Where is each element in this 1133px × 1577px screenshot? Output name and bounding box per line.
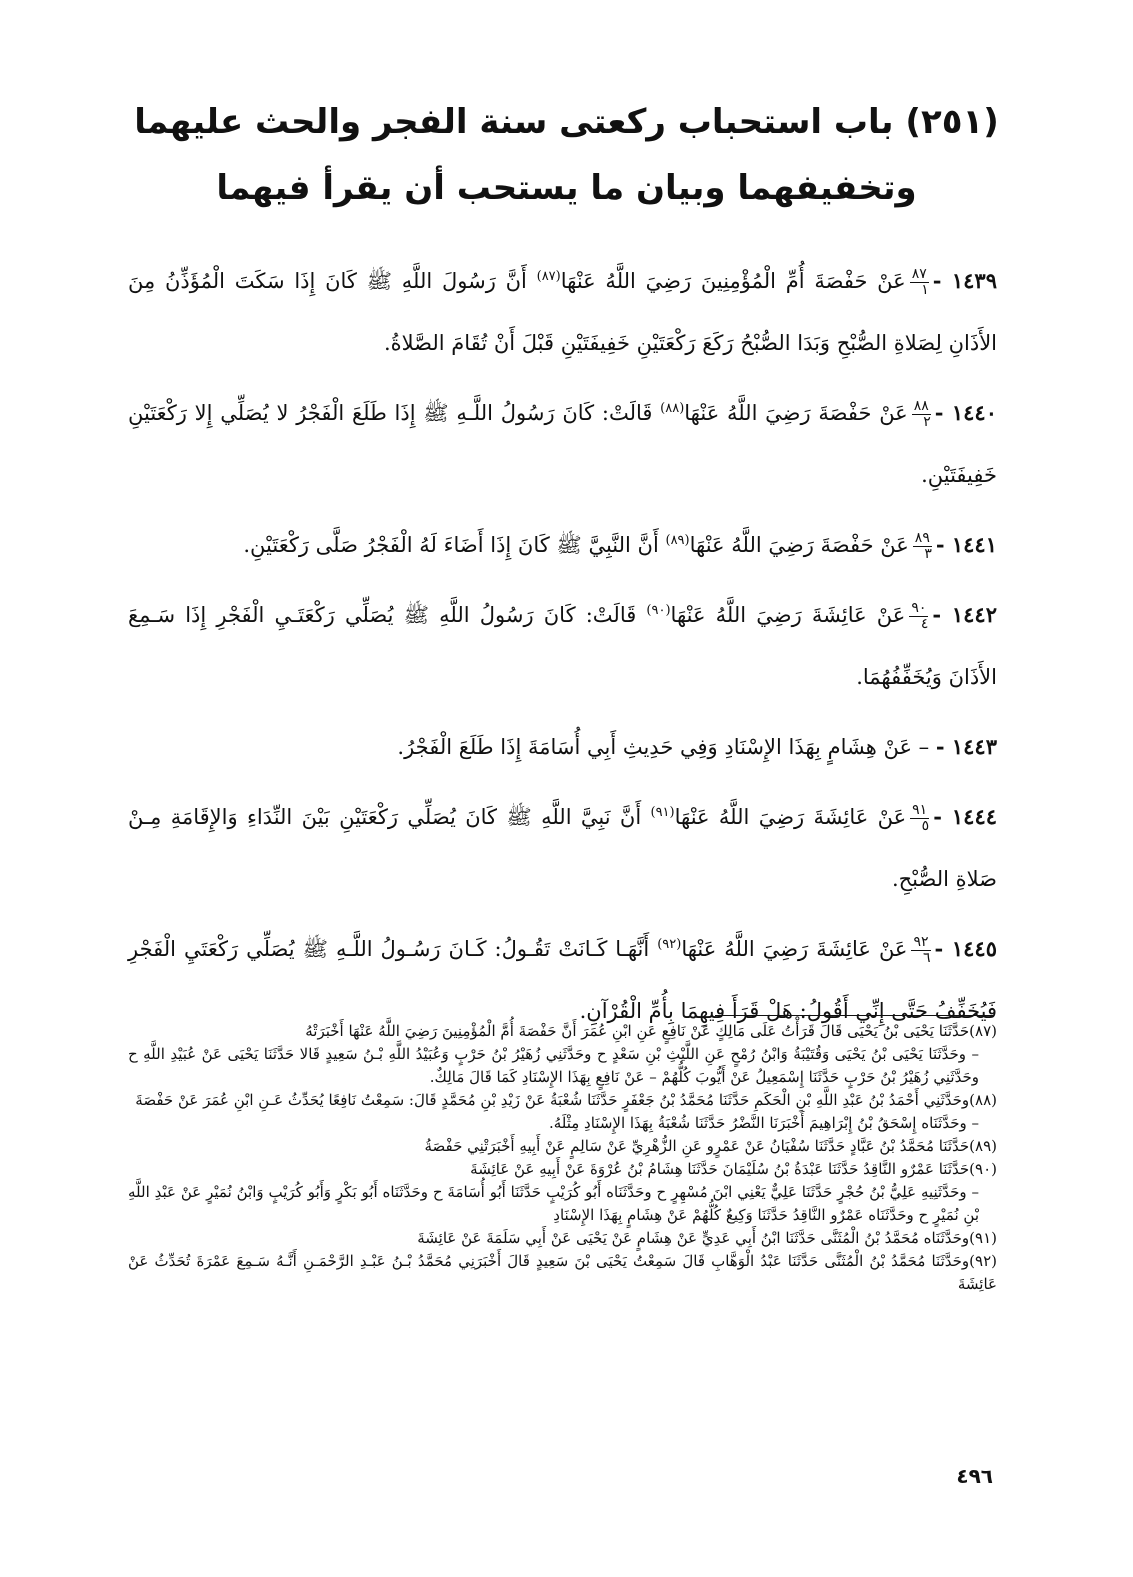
footnote-90: (٩٠)حَدَّثَنَا عَمْرٌو النَّاقِدُ حَدَّثَنَا عَبْدَةُ بْنُ سُلَيْمَانَ حَدَّثَنَا هِشَامُ بْنُ عُرْوَةَ عَنْ أَبِيهِ عَنْ عَائِشَةَ: [470, 1160, 997, 1178]
hadith-1442: [128, 584, 997, 708]
hadith-fraction: $\frac{٨٧}{١}$: [911, 266, 929, 298]
hadith-1443: [128, 716, 997, 778]
footnote-ref: (٨٩): [665, 533, 690, 548]
chapter-title-line-2: وتخفيفهما وبيان ما يستحب أن يقرأ فيهما: [216, 168, 917, 208]
hadith-text: أَنَّ النَّبِيَّ ﷺ كَانَ إِذَا أَضَاءَ لَهُ الْفَجْرُ صَلَّى رَكْعَتَيْنِ.: [243, 533, 666, 557]
hadith-1444: [128, 786, 997, 910]
footnote-ref: (٩١): [650, 805, 675, 820]
footnote-divider: [715, 1015, 993, 1016]
hadith-fraction: $\frac{٩٢}{٦}$: [913, 934, 931, 966]
hadith-1441: [128, 514, 997, 576]
footnote-88: (٨٨)وحَدَّثَنِي أَحْمَدُ بْنُ عَبْدِ اللَّهِ بْنِ الْحَكَمِ حَدَّثَنَا مُحَمَّدُ بْنُ جَعْفَرٍ حَدَّثَنَا شُعْبَةُ عَنْ زَيْدِ بْنِ مُحَمَّدٍ قَالَ: سَمِعْتُ نَافِعًا يُحَدِّثُ عَـنِ ابْنِ عُمَرَ عَنْ حَفْصَةَ: [135, 1091, 997, 1109]
footnote-ref: (٨٧): [536, 269, 561, 284]
footnote-91: (٩١)وحَدَّثَنَاه مُحَمَّدُ بْنُ الْمُثَنَّى حَدَّثَنَا ابْنُ أَبِي عَدِيٍّ عَنْ هِشَامٍ عَنْ يَحْيَى عَنْ أَبِي سَلَمَةَ عَنْ عَائِشَةَ: [417, 1229, 997, 1247]
footnote-90-continuation: – وحَدَّثَنِيهِ عَلِيُّ بْنُ حُجْرٍ حَدَّثَنَا عَلِيٌّ يَعْنِي ابْنَ مُسْهِرٍ ح وحَدَّثَنَاه أَبُو كُرَيْبٍ حَدَّثَنَا أَبُو أُسَامَةَ ح وحَدَّثَنَاه أَبُو بَكْرٍ وَأَبُو كُرَيْبٍ وَابْنُ نُمَيْرٍ عَنْ عَبْدِ اللَّهِ بْنِ نُمَيْرٍ ح وحَدَّثَنَاه عَمْرٌو النَّاقِدُ حَدَّثَنَا وَكِيعٌ كُلُّهُمْ عَنْ هِشَامٍ بِهَذَا الإِسْنَادِ: [128, 1183, 979, 1224]
footnote-88-continuation: – وحَدَّثَنَاه إِسْحَقُ بْنُ إِبْرَاهِيمَ أَخْبَرَنَا النَّضْرُ حَدَّثَنَا شُعْبَةُ بِهَذَا الإِسْنَادِ مِثْلَهُ.: [548, 1114, 979, 1132]
footnote-ref: (٩٠): [646, 603, 671, 618]
hadith-fraction: $\frac{٨٩}{٣}$: [914, 530, 932, 562]
hadith-number: ١٤٤٢ -: [932, 602, 997, 627]
footnotes: [128, 1020, 997, 1296]
footnote-87-continuation: – وحَدَّثَنَا يَحْيَى بْنُ يَحْيَى وَقُتَيْبَةُ وَابْنُ رُمْحٍ عَنِ اللَّيْثِ بْنِ سَعْدٍ ح وحَدَّثَنِي زُهَيْرُ بْنُ حَرْبٍ وَعُبَيْدُ اللَّهِ بْـنُ سَعِيدٍ قَالا حَدَّثَنَا يَحْيَى عَنْ عُبَيْدِ اللَّهِ ح وحَدَّثَنِي زُهَيْرُ بْنُ حَرْبٍ حَدَّثَنَا إِسْمَعِيلُ عَنْ أَيُّوبَ كُلُّهُمْ – عَنْ نَافِعٍ بِهَذَا الإِسْنَادِ كَمَا قَالَ مَالِكٌ.: [128, 1045, 979, 1086]
footnote-87: (٨٧)حَدَّثَنَا يَحْيَى بْنُ يَحْيَى قَالَ قَرَأْتُ عَلَى مَالِكٍ عَنْ نَافِعٍ عَنِ ابْنِ عُمَرَ أَنَّ حَفْصَةَ أُمَّ الْمُؤْمِنِينَ رَضِيَ اللَّهُ عَنْهَا أَخْبَرَتْهُ: [305, 1022, 997, 1040]
hadith-number: ١٤٤٤ -: [933, 804, 998, 829]
hadith-list: [128, 250, 997, 1050]
hadith-number: ١٤٤٥ -: [934, 936, 997, 961]
hadith-fraction: $\frac{٩١}{٥}$: [912, 802, 930, 834]
hadith-text: عَنْ حَفْصَةَ أُمِّ الْمُؤْمِنِينَ رَضِيَ اللَّهُ عَنْهَا: [560, 269, 906, 293]
hadith-text: قَالَتْ: كَانَ رَسُولُ اللَّهِ ﷺ يُصَلِّي رَكْعَتَـيِ الْفَجْرِ إِذَا سَـمِعَ الأَذَانَ وَيُخَفِّفُهُمَا.: [128, 603, 997, 689]
chapter-title-line-1: (٢٥١) باب استحباب ركعتى سنة الفجر والحث عليهما: [134, 102, 999, 142]
hadith-text: عَنْ عَائِشَةَ رَضِيَ اللَّهُ عَنْهَا: [670, 603, 906, 627]
hadith-fraction: $\frac{٩٠}{٤}$: [911, 600, 929, 632]
hadith-number: ١٤٤٠ -: [934, 400, 997, 425]
hadith-text: أَنَّ نَبِيَّ اللَّهِ ﷺ كَانَ يُصَلِّي رَكْعَتَيْنِ بَيْنَ النِّدَاءِ وَالإِقَامَةِ مِـنْ صَلاةِ الصُّبْحِ.: [128, 805, 997, 891]
hadith-number: ١٤٣٩ -: [932, 268, 997, 293]
hadith-text: عَنْ عَائِشَةَ رَضِيَ اللَّهُ عَنْهَا: [674, 805, 907, 829]
hadith-text: عَنْ عَائِشَةَ رَضِيَ اللَّهُ عَنْهَا: [681, 937, 908, 961]
hadith-1439: [128, 250, 997, 374]
hadith-number: ١٤٤٣ -: [935, 734, 997, 759]
footnote-92: (٩٢)وحَدَّثَنَا مُحَمَّدُ بْنُ الْمُثَنَّى حَدَّثَنَا عَبْدُ الْوَهَّابِ قَالَ سَمِعْتُ يَحْيَى بْنَ سَعِيدٍ قَالَ أَخْبَرَنِي مُحَمَّدُ بْـنُ عَبْـدِ الرَّحْمَـنِ أَنَّـهُ سَـمِعَ عَمْرَةَ تُحَدِّثُ عَنْ عَائِشَةَ: [128, 1252, 997, 1293]
footnote-ref: (٨٨): [660, 401, 685, 416]
hadith-text: قَالَتْ: كَانَ رَسُولُ اللَّـهِ ﷺ إِذَا طَلَعَ الْفَجْرُ لا يُصَلِّي إِلا رَكْعَتَيْنِ خَفِيفَتَيْنِ.: [128, 401, 997, 487]
hadith-text: عَنْ حَفْصَةَ رَضِيَ اللَّهُ عَنْهَا: [689, 533, 909, 557]
hadith-text: – عَنْ هِشَامٍ بِهَذَا الإِسْنَادِ وَفِي حَدِيثِ أَبِي أُسَامَةَ إِذَا طَلَعَ الْفَجْرُ.: [397, 735, 930, 759]
hadith-number: ١٤٤١ -: [935, 532, 997, 557]
hadith-text: أَنَّ رَسُولَ اللَّهِ ﷺ كَانَ إِذَا سَكَتَ الْمُؤَذِّنُ مِنَ الأَذَانِ لِصَلاةِ الصُّبْحِ وَبَدَا الصُّبْحُ رَكَعَ رَكْعَتَيْنِ خَفِيفَتَيْنِ قَبْلَ أَنْ تُقَامَ الصَّلاةُ.: [128, 269, 997, 355]
hadith-text: عَنْ حَفْصَةَ رَضِيَ اللَّهُ عَنْهَا: [684, 401, 908, 425]
footnote-ref: (٩٢): [657, 937, 682, 952]
hadith-1440: [128, 382, 997, 506]
hadith-fraction: $\frac{٨٨}{٢}$: [913, 398, 931, 430]
page-number: ٤٩٦: [956, 1464, 993, 1488]
footnote-89: (٨٩)حَدَّثَنَا مُحَمَّدُ بْنُ عَبَّادٍ حَدَّثَنَا سُفْيَانُ عَنْ عَمْرٍو عَنِ الزُّهْرِيِّ عَنْ سَالِمٍ عَنْ أَبِيهِ أَخْبَرَتْنِي حَفْصَةُ: [424, 1137, 997, 1155]
hadith-text: أَنَّهَـا كَـانَتْ تَقُـولُ: كَـانَ رَسُـولُ اللَّـهِ ﷺ يُصَلِّي رَكْعَتَيِ الْفَجْرِ فَيُخَفِّفُ حَتَّى إِنِّي أَقُولُ: هَلْ قَرَأَ فِيهِمَا بِأُمِّ الْقُرْآنِ.: [128, 937, 997, 1023]
